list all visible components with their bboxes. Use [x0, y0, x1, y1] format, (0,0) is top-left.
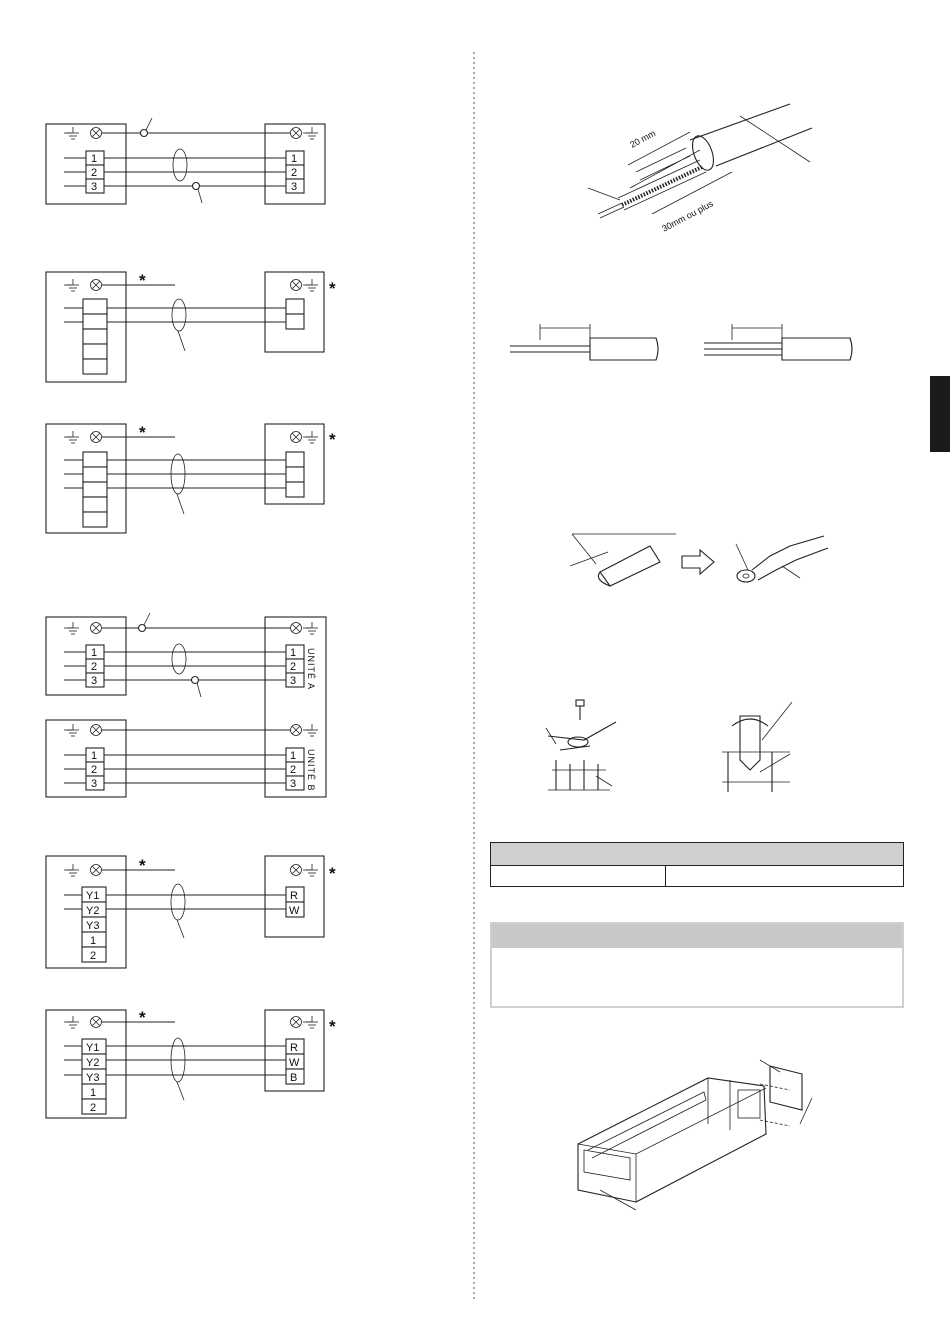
- section-tab: [930, 376, 950, 452]
- screwdriver-illustration: [722, 702, 792, 792]
- note-asterisk: *: [329, 1017, 336, 1036]
- terminal-label: 3: [91, 778, 98, 790]
- terminal-label: 2: [290, 764, 297, 776]
- terminal-label: 1: [90, 1087, 97, 1099]
- wiring-diagram-1: [46, 118, 325, 204]
- terminal-label: 3: [290, 675, 297, 687]
- stripped-cable-2-wire: [510, 324, 658, 360]
- terminal-label: 2: [90, 950, 97, 962]
- terminal-label: 1: [290, 647, 297, 659]
- warning-box: [490, 922, 904, 1008]
- terminal-label: 3: [91, 181, 98, 193]
- unit-b-label: UNITÉ B: [306, 749, 316, 792]
- terminal-label: Y1: [86, 890, 100, 902]
- wiring-diagram-2: [46, 271, 336, 382]
- terminal-label: 3: [91, 675, 98, 687]
- wiring-diagram-5: [46, 856, 336, 968]
- terminal-label: 2: [290, 661, 297, 673]
- terminal-label: R: [290, 1042, 298, 1054]
- wiring-diagram-4: [46, 613, 326, 797]
- screw-terminal-illustration: [546, 700, 616, 790]
- note-asterisk: *: [139, 423, 146, 442]
- warning-header: [492, 924, 902, 948]
- note-asterisk: *: [139, 1008, 146, 1027]
- terminal-label: 1: [90, 935, 97, 947]
- indoor-unit-illustration: [578, 1060, 812, 1210]
- crimp-terminal-illustration: [570, 534, 828, 586]
- terminal-label: 2: [91, 661, 98, 673]
- strip-length-label: 20 mm: [628, 128, 658, 150]
- terminal-label: W: [289, 905, 300, 917]
- terminal-label: 3: [290, 778, 297, 790]
- cable-strip-illustration: [588, 104, 812, 234]
- terminal-label: Y2: [86, 905, 100, 917]
- note-asterisk: *: [329, 430, 336, 449]
- terminal-label: 1: [91, 647, 98, 659]
- terminal-label: W: [289, 1057, 300, 1069]
- terminal-label: 2: [91, 167, 98, 179]
- spec-table: [490, 842, 904, 887]
- terminal-label: 2: [291, 167, 298, 179]
- unit-a-label: UNITÉ A: [306, 648, 316, 691]
- terminal-label: 1: [290, 750, 297, 762]
- spec-table-header: [491, 843, 904, 866]
- wiring-diagram-3: [46, 423, 336, 533]
- stripped-cable-3-wire: [704, 324, 852, 360]
- terminal-label: 2: [91, 764, 98, 776]
- terminal-label: 1: [91, 153, 98, 165]
- note-asterisk: *: [329, 864, 336, 883]
- wiring-diagram-6: [46, 1008, 336, 1118]
- terminal-label: B: [290, 1072, 298, 1084]
- terminal-label: 2: [90, 1102, 97, 1114]
- terminal-label: Y3: [86, 920, 100, 932]
- note-asterisk: *: [139, 271, 146, 290]
- sheath-length-label: 30mm ou plus: [660, 198, 715, 234]
- terminal-label: R: [290, 890, 298, 902]
- spec-table-cell: [491, 866, 666, 887]
- spec-table-cell: [666, 866, 904, 887]
- terminal-label: 1: [91, 750, 98, 762]
- terminal-label: Y3: [86, 1072, 100, 1084]
- terminal-label: 3: [291, 181, 298, 193]
- terminal-label: Y1: [86, 1042, 100, 1054]
- terminal-label: Y2: [86, 1057, 100, 1069]
- note-asterisk: *: [139, 856, 146, 875]
- note-asterisk: *: [329, 279, 336, 298]
- terminal-label: 1: [291, 153, 298, 165]
